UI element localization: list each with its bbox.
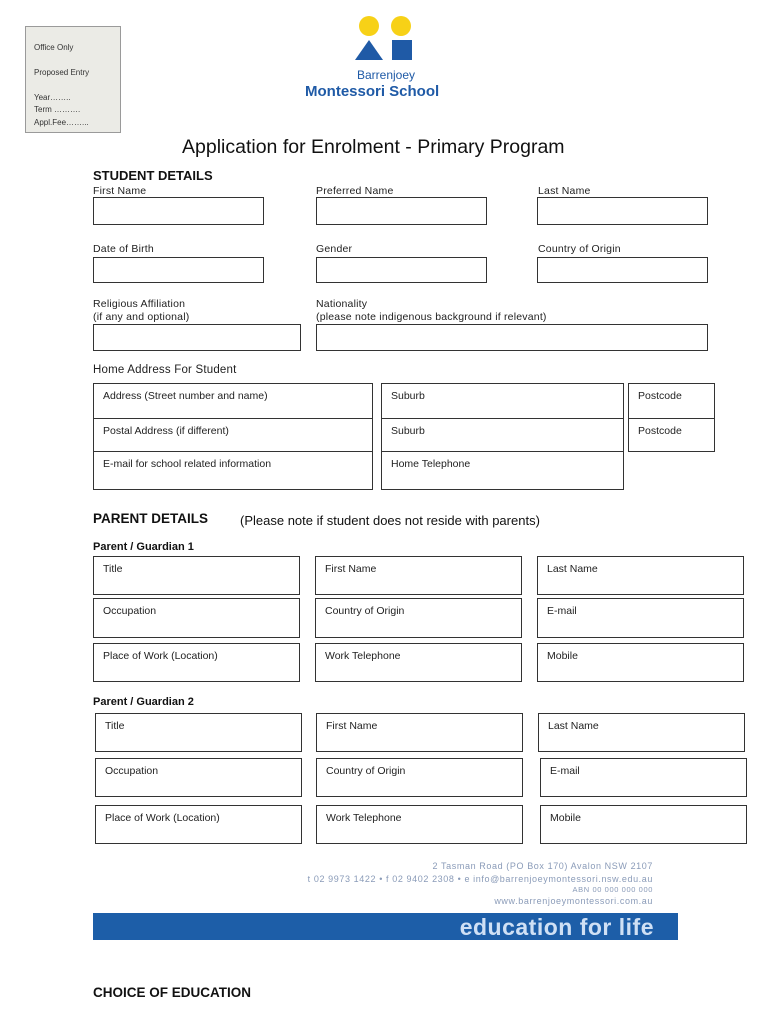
dob-label: Date of Birth <box>93 243 154 255</box>
g1-work-place-label: Place of Work (Location) <box>103 650 218 662</box>
tagline-text: education for life <box>459 914 654 940</box>
postal-postcode-label: Postcode <box>638 425 682 437</box>
g2-country-label: Country of Origin <box>326 765 406 777</box>
gender-label: Gender <box>316 243 353 255</box>
g1-mobile-field[interactable] <box>537 643 744 682</box>
g1-email-label: E-mail <box>547 605 577 617</box>
footer-address: 2 Tasman Road (PO Box 170) Avalon NSW 2107 <box>432 861 653 871</box>
country-of-origin-field[interactable] <box>537 257 708 283</box>
g2-occupation-field[interactable] <box>95 758 302 797</box>
g1-work-place-field[interactable] <box>93 643 300 682</box>
guardian1-heading: Parent / Guardian 1 <box>93 541 194 553</box>
g2-email-label: E-mail <box>550 765 580 777</box>
g1-last-name-field[interactable] <box>537 556 744 595</box>
postcode-label: Postcode <box>638 390 682 402</box>
home-telephone-field[interactable] <box>381 451 624 490</box>
postal-address-label: Postal Address (if different) <box>103 425 229 437</box>
footer-abn: ABN 00 000 000 000 <box>572 885 653 894</box>
choice-of-education-heading: CHOICE OF EDUCATION <box>93 985 251 1000</box>
logo-name-line2: Montessori School <box>305 83 440 100</box>
g1-title-label: Title <box>103 563 123 575</box>
g2-work-phone-field[interactable] <box>316 805 523 844</box>
page-title: Application for Enrolment - Primary Program <box>182 136 565 158</box>
office-fee: Appl.Fee……... <box>34 118 89 127</box>
g2-title-field[interactable] <box>95 713 302 752</box>
g2-mobile-field[interactable] <box>540 805 747 844</box>
g1-country-field[interactable] <box>315 598 522 638</box>
g1-title-field[interactable] <box>93 556 300 595</box>
parent-details-note: (Please note if student does not reside with parents) <box>240 513 540 528</box>
address-field[interactable] <box>93 383 373 419</box>
first-name-field[interactable] <box>93 197 264 225</box>
g2-first-name-field[interactable] <box>316 713 523 752</box>
last-name-field[interactable] <box>537 197 708 225</box>
g2-first-name-label: First Name <box>326 720 378 732</box>
g2-country-field[interactable] <box>316 758 523 797</box>
tagline-banner <box>93 913 678 940</box>
g2-work-place-label: Place of Work (Location) <box>105 812 220 824</box>
g2-occupation-label: Occupation <box>105 765 159 777</box>
g1-country-label: Country of Origin <box>325 605 405 617</box>
country-of-origin-label: Country of Origin <box>538 243 621 255</box>
g2-email-field[interactable] <box>540 758 747 797</box>
office-only-title: Office Only <box>34 43 74 52</box>
nationality-field[interactable] <box>316 324 708 351</box>
email-label: E-mail for school related information <box>103 458 272 470</box>
home-address-heading: Home Address For Student <box>93 364 237 376</box>
religion-field[interactable] <box>93 324 301 351</box>
religion-sublabel: (if any and optional) <box>93 311 190 323</box>
student-details-heading: STUDENT DETAILS <box>93 168 213 183</box>
g1-mobile-label: Mobile <box>547 650 578 662</box>
g2-work-phone-label: Work Telephone <box>326 812 402 824</box>
preferred-name-field[interactable] <box>316 197 487 225</box>
g1-first-name-label: First Name <box>325 563 377 575</box>
email-field[interactable] <box>93 451 373 490</box>
g1-first-name-field[interactable] <box>315 556 522 595</box>
g1-last-name-label: Last Name <box>547 563 598 575</box>
footer-web: www.barrenjoeymontessori.com.au <box>494 896 653 906</box>
address-label: Address (Street number and name) <box>103 390 268 402</box>
g2-title-label: Title <box>105 720 125 732</box>
g1-email-field[interactable] <box>537 598 744 638</box>
school-logo-icon <box>353 16 417 62</box>
suburb-label: Suburb <box>391 390 425 402</box>
religion-label: Religious Affiliation <box>93 298 186 310</box>
nationality-sublabel: (please note indigenous background if relevant) <box>316 311 547 323</box>
g2-work-place-field[interactable] <box>95 805 302 844</box>
last-name-label: Last Name <box>538 185 591 197</box>
footer-contact: t 02 9973 1422 • f 02 9402 2308 • e info@barrenjoeymontessori.nsw.edu.au <box>307 874 653 884</box>
g1-occupation-label: Occupation <box>103 605 157 617</box>
g2-mobile-label: Mobile <box>550 812 581 824</box>
office-only-box <box>25 26 121 133</box>
guardian2-heading: Parent / Guardian 2 <box>93 696 194 708</box>
logo-name-line1: Barrenjoey <box>357 68 416 82</box>
postal-address-field[interactable] <box>93 418 373 452</box>
parent-details-heading: PARENT DETAILS <box>93 511 209 526</box>
g1-work-phone-label: Work Telephone <box>325 650 401 662</box>
dob-field[interactable] <box>93 257 264 283</box>
nationality-label: Nationality <box>316 298 368 310</box>
g2-last-name-field[interactable] <box>538 713 745 752</box>
postal-suburb-label: Suburb <box>391 425 425 437</box>
office-proposed-entry: Proposed Entry <box>34 68 90 77</box>
gender-field[interactable] <box>316 257 487 283</box>
g1-work-phone-field[interactable] <box>315 643 522 682</box>
preferred-name-label: Preferred Name <box>316 185 394 197</box>
postal-postcode-field[interactable] <box>628 418 715 452</box>
office-term: Term ………. <box>34 105 81 114</box>
postcode-field[interactable] <box>628 383 715 419</box>
office-year: Year…….. <box>34 93 71 102</box>
suburb-field[interactable] <box>381 383 624 419</box>
home-telephone-label: Home Telephone <box>391 458 471 470</box>
postal-suburb-field[interactable] <box>381 418 624 452</box>
first-name-label: First Name <box>93 185 147 197</box>
g2-last-name-label: Last Name <box>548 720 599 732</box>
g1-occupation-field[interactable] <box>93 598 300 638</box>
